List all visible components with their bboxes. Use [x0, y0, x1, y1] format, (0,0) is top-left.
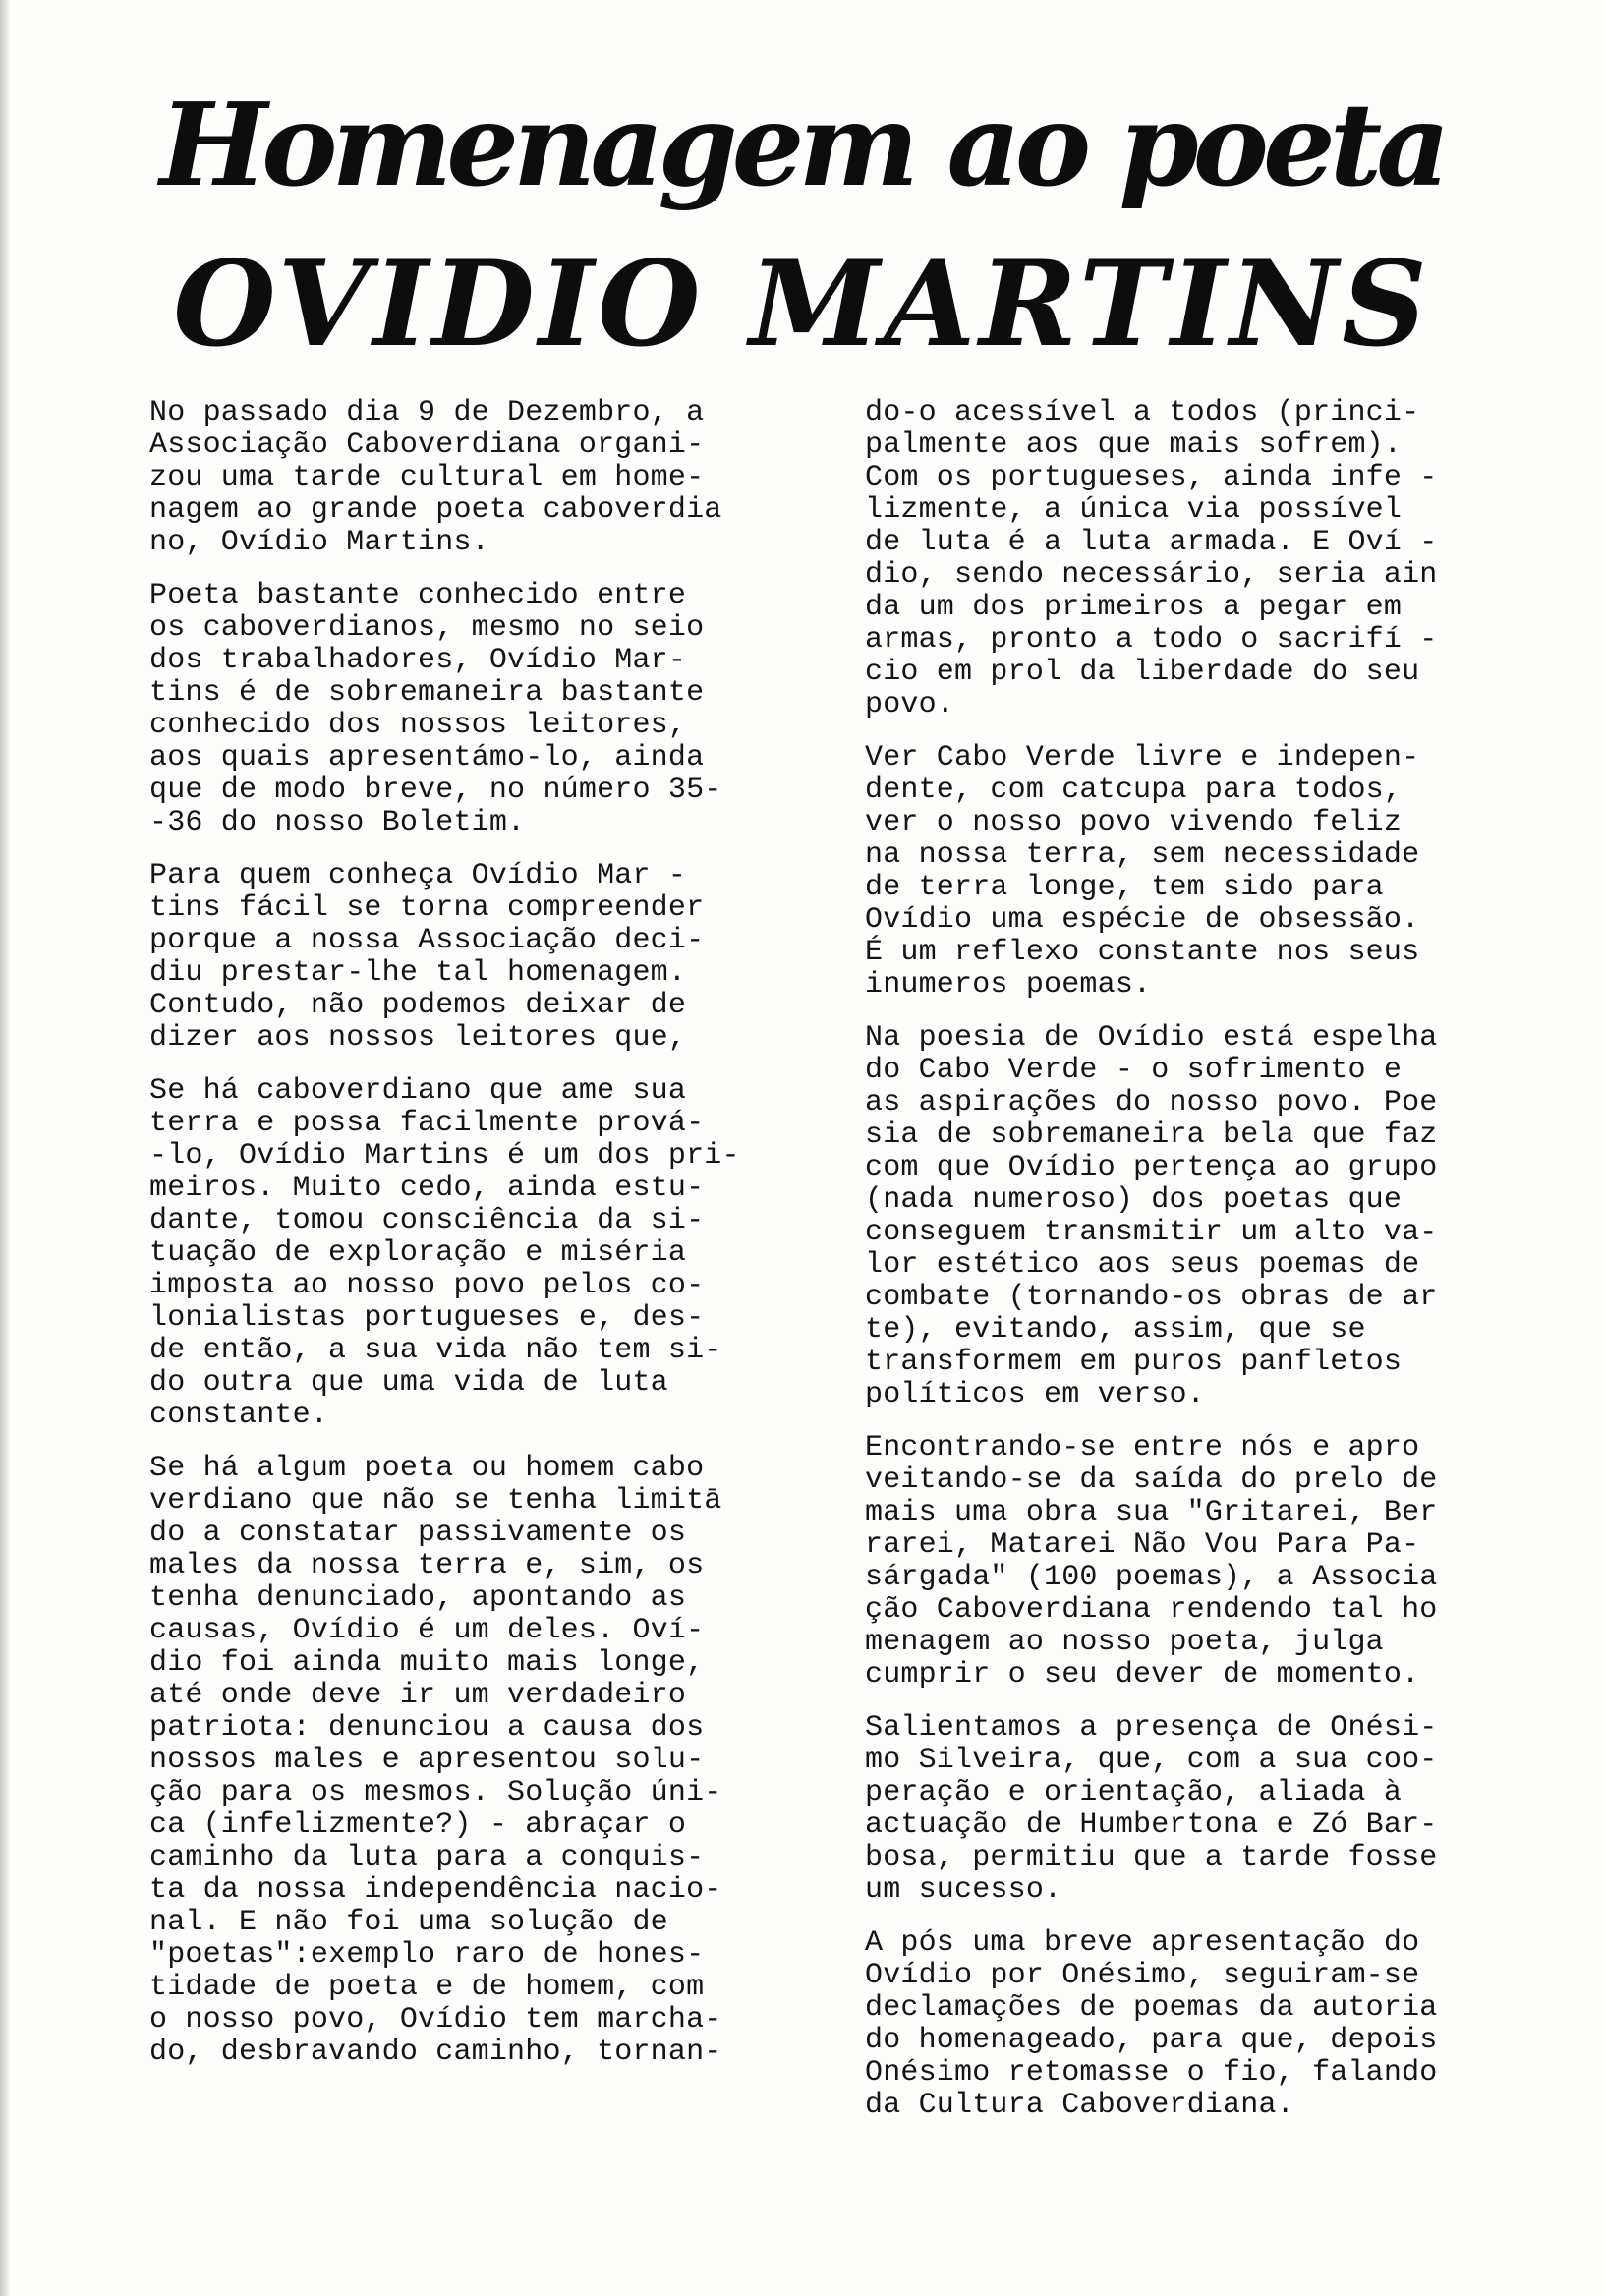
text-line: dio, sendo necessário, seria ain: [865, 558, 1438, 592]
text-line: Se há caboverdiano que ame sua: [149, 1074, 687, 1108]
article-paragraph: [149, 860, 778, 1055]
text-line: -36 do nosso Boletim.: [149, 806, 526, 839]
text-line: meiros. Muito cedo, ainda estu-: [149, 1172, 705, 1205]
text-line: inumeros poemas.: [865, 968, 1152, 1002]
text-line: mais uma obra sua "Gritarei, Ber: [865, 1496, 1438, 1529]
text-line: ção Caboverdiana rendendo tal ho: [865, 1593, 1438, 1627]
text-line: ção para os mesmos. Solução úni-: [149, 1776, 722, 1809]
text-line: do, desbravando caminho, tornan-: [149, 2036, 722, 2069]
text-line: tenha denunciado, apontando as: [149, 1581, 687, 1615]
text-line: mo Silveira, que, com a sua coo-: [865, 1744, 1438, 1777]
text-line: veitando-se da saída do prelo de: [865, 1464, 1438, 1497]
text-line: rarei, Matarei Não Vou Para Pa-: [865, 1528, 1420, 1562]
text-line: patriota: denunciou a causa dos: [149, 1711, 705, 1745]
article-column-left: [149, 397, 778, 2090]
text-line: nossos males e apresentou solu-: [149, 1744, 705, 1777]
text-line: dio foi ainda muito mais longe,: [149, 1646, 705, 1680]
text-line: combate (tornando-os obras de ar: [865, 1281, 1438, 1314]
text-line: lonialistas portugueses e, des-: [149, 1301, 705, 1335]
text-line: menagem ao nosso poeta, julga: [865, 1626, 1384, 1659]
text-line: porque a nossa Associação deci-: [149, 924, 705, 957]
text-line: cumprir o seu dever de momento.: [865, 1658, 1420, 1692]
text-line: "poetas":exemplo raro de hones-: [149, 1938, 705, 1972]
text-line: diu prestar-lhe tal homenagem.: [149, 956, 687, 990]
text-line: transformem em puros panfletos: [865, 1346, 1403, 1379]
text-line: dante, tomou consciência da si-: [149, 1204, 705, 1237]
text-line: na nossa terra, sem necessidade: [865, 838, 1420, 872]
text-line: males da nossa terra e, sim, os: [149, 1549, 705, 1582]
text-line: tins é de sobremaneira bastante: [149, 676, 705, 710]
text-line: te), evitando, assim, que se: [865, 1313, 1366, 1347]
text-line: A pós uma breve apresentação do: [865, 1926, 1420, 1960]
text-line: causas, Ovídio é um deles. Oví-: [149, 1614, 705, 1647]
headline-poet-name: OVIDIO MARTINS: [173, 235, 1431, 373]
text-line: Associação Caboverdiana organi-: [149, 429, 705, 462]
text-line: cio em prol da liberdade do seu: [865, 656, 1420, 689]
text-line: tins fácil se torna compreender: [149, 891, 705, 925]
text-line: povo.: [865, 688, 955, 721]
text-line: conseguem transmitir um alto va-: [865, 1216, 1438, 1249]
article-paragraph: [865, 1022, 1494, 1411]
text-line: constante.: [149, 1399, 329, 1432]
text-line: sárgada" (100 poemas), a Associa: [865, 1561, 1438, 1594]
text-line: ver o nosso povo vivendo feliz: [865, 806, 1403, 839]
text-line: do-o acessível a todos (princi-: [865, 396, 1420, 430]
text-line: Na poesia de Ovídio está espelha: [865, 1021, 1438, 1055]
text-line: tuação de exploração e miséria: [149, 1236, 687, 1270]
text-line: da Cultura Caboverdiana.: [865, 2089, 1294, 2122]
text-line: Com os portugueses, ainda infe -: [865, 461, 1438, 494]
text-line: um sucesso.: [865, 1873, 1062, 1907]
text-line: Ovídio uma espécie de obsessão.: [865, 903, 1420, 937]
text-line: Onésimo retomasse o fio, falando: [865, 2056, 1438, 2090]
text-line: Ovídio por Onésimo, seguiram-se: [865, 1959, 1420, 1992]
text-line: de terra longe, tem sido para: [865, 871, 1384, 904]
text-line: do homenageado, para que, depois: [865, 2024, 1438, 2057]
text-line: do a constatar passivamente os: [149, 1517, 687, 1550]
text-line: ta da nossa independência nacio-: [149, 1873, 722, 1907]
text-line: com que Ovídio pertença ao grupo: [865, 1151, 1438, 1184]
text-line: terra e possa facilmente prová-: [149, 1107, 705, 1140]
text-line: declamações de poemas da autoria: [865, 1991, 1438, 2025]
text-line: (nada numeroso) dos poetas que: [865, 1183, 1403, 1217]
text-line: as aspirações do nosso povo. Poe: [865, 1086, 1438, 1119]
text-line: verdiano que não se tenha limitā: [149, 1484, 722, 1518]
text-line: lizmente, a única via possível: [865, 493, 1403, 527]
article-paragraph: [865, 742, 1494, 1002]
text-line: políticos em verso.: [865, 1378, 1205, 1411]
text-line: dente, com catcupa para todos,: [865, 774, 1403, 807]
text-line: da um dos primeiros a pegar em: [865, 591, 1403, 624]
text-line: imposta ao nosso povo pelos co-: [149, 1269, 705, 1302]
text-line: de então, a sua vida não tem si-: [149, 1334, 722, 1367]
text-line: Contudo, não podemos deixar de: [149, 989, 687, 1022]
article-paragraph: [149, 580, 778, 839]
headline-title: Homenagem ao poeta: [159, 79, 1445, 212]
article-paragraph: [149, 1453, 778, 2069]
text-line: zou uma tarde cultural em home-: [149, 461, 705, 494]
text-line: lor estético aos seus poemas de: [865, 1248, 1420, 1282]
text-line: Salientamos a presença de Onési-: [865, 1711, 1438, 1745]
article-paragraph: [865, 1432, 1494, 1692]
article-paragraph: [865, 1927, 1494, 2122]
article-paragraph: [865, 1712, 1494, 1907]
text-line: aos quais apresentámo-lo, ainda: [149, 741, 705, 775]
text-line: até onde deve ir um verdadeiro: [149, 1679, 687, 1712]
text-line: nagem ao grande poeta caboverdia: [149, 493, 722, 527]
text-line: armas, pronto a todo o sacrifí -: [865, 623, 1438, 657]
text-line: sia de sobremaneira bela que faz: [865, 1119, 1438, 1152]
text-line: conhecido dos nossos leitores,: [149, 709, 687, 742]
text-line: Para quem conheça Ovídio Mar -: [149, 859, 687, 892]
text-line: No passado dia 9 de Dezembro, a: [149, 396, 705, 430]
text-line: no, Ovídio Martins.: [149, 526, 489, 559]
article-paragraph: [149, 397, 778, 559]
text-line: Se há algum poeta ou homem cabo: [149, 1452, 705, 1485]
text-line: o nosso povo, Ovídio tem marcha-: [149, 2003, 722, 2037]
text-line: ca (infelizmente?) - abraçar o: [149, 1808, 687, 1842]
text-line: Poeta bastante conhecido entre: [149, 579, 687, 612]
text-line: Ver Cabo Verde livre e indepen-: [865, 741, 1420, 775]
text-line: É um reflexo constante nos seus: [865, 936, 1420, 969]
article-paragraph: [865, 397, 1494, 721]
text-line: peração e orientação, aliada à: [865, 1776, 1403, 1809]
text-line: nal. E não foi uma solução de: [149, 1906, 668, 1939]
text-line: que de modo breve, no número 35-: [149, 774, 722, 807]
text-line: do outra que uma vida de luta: [149, 1366, 668, 1400]
text-line: -lo, Ovídio Martins é um dos pri-: [149, 1139, 740, 1173]
text-line: dizer aos nossos leitores que,: [149, 1021, 687, 1055]
text-line: os caboverdianos, mesmo no seio: [149, 611, 705, 645]
text-line: caminho da luta para a conquis-: [149, 1841, 705, 1874]
article-column-right: [865, 397, 1494, 2143]
text-line: Encontrando-se entre nós e apro: [865, 1431, 1420, 1464]
text-line: do Cabo Verde - o sofrimento e: [865, 1054, 1403, 1087]
text-line: actuação de Humbertona e Zó Bar-: [865, 1808, 1438, 1842]
text-line: tidade de poeta e de homem, com: [149, 1971, 705, 2004]
text-line: de luta é a luta armada. E Oví -: [865, 526, 1438, 559]
text-line: dos trabalhadores, Ovídio Mar-: [149, 644, 687, 677]
article-paragraph: [149, 1075, 778, 1432]
text-line: palmente aos que mais sofrem).: [865, 429, 1403, 462]
text-line: bosa, permitiu que a tarde fosse: [865, 1841, 1438, 1874]
